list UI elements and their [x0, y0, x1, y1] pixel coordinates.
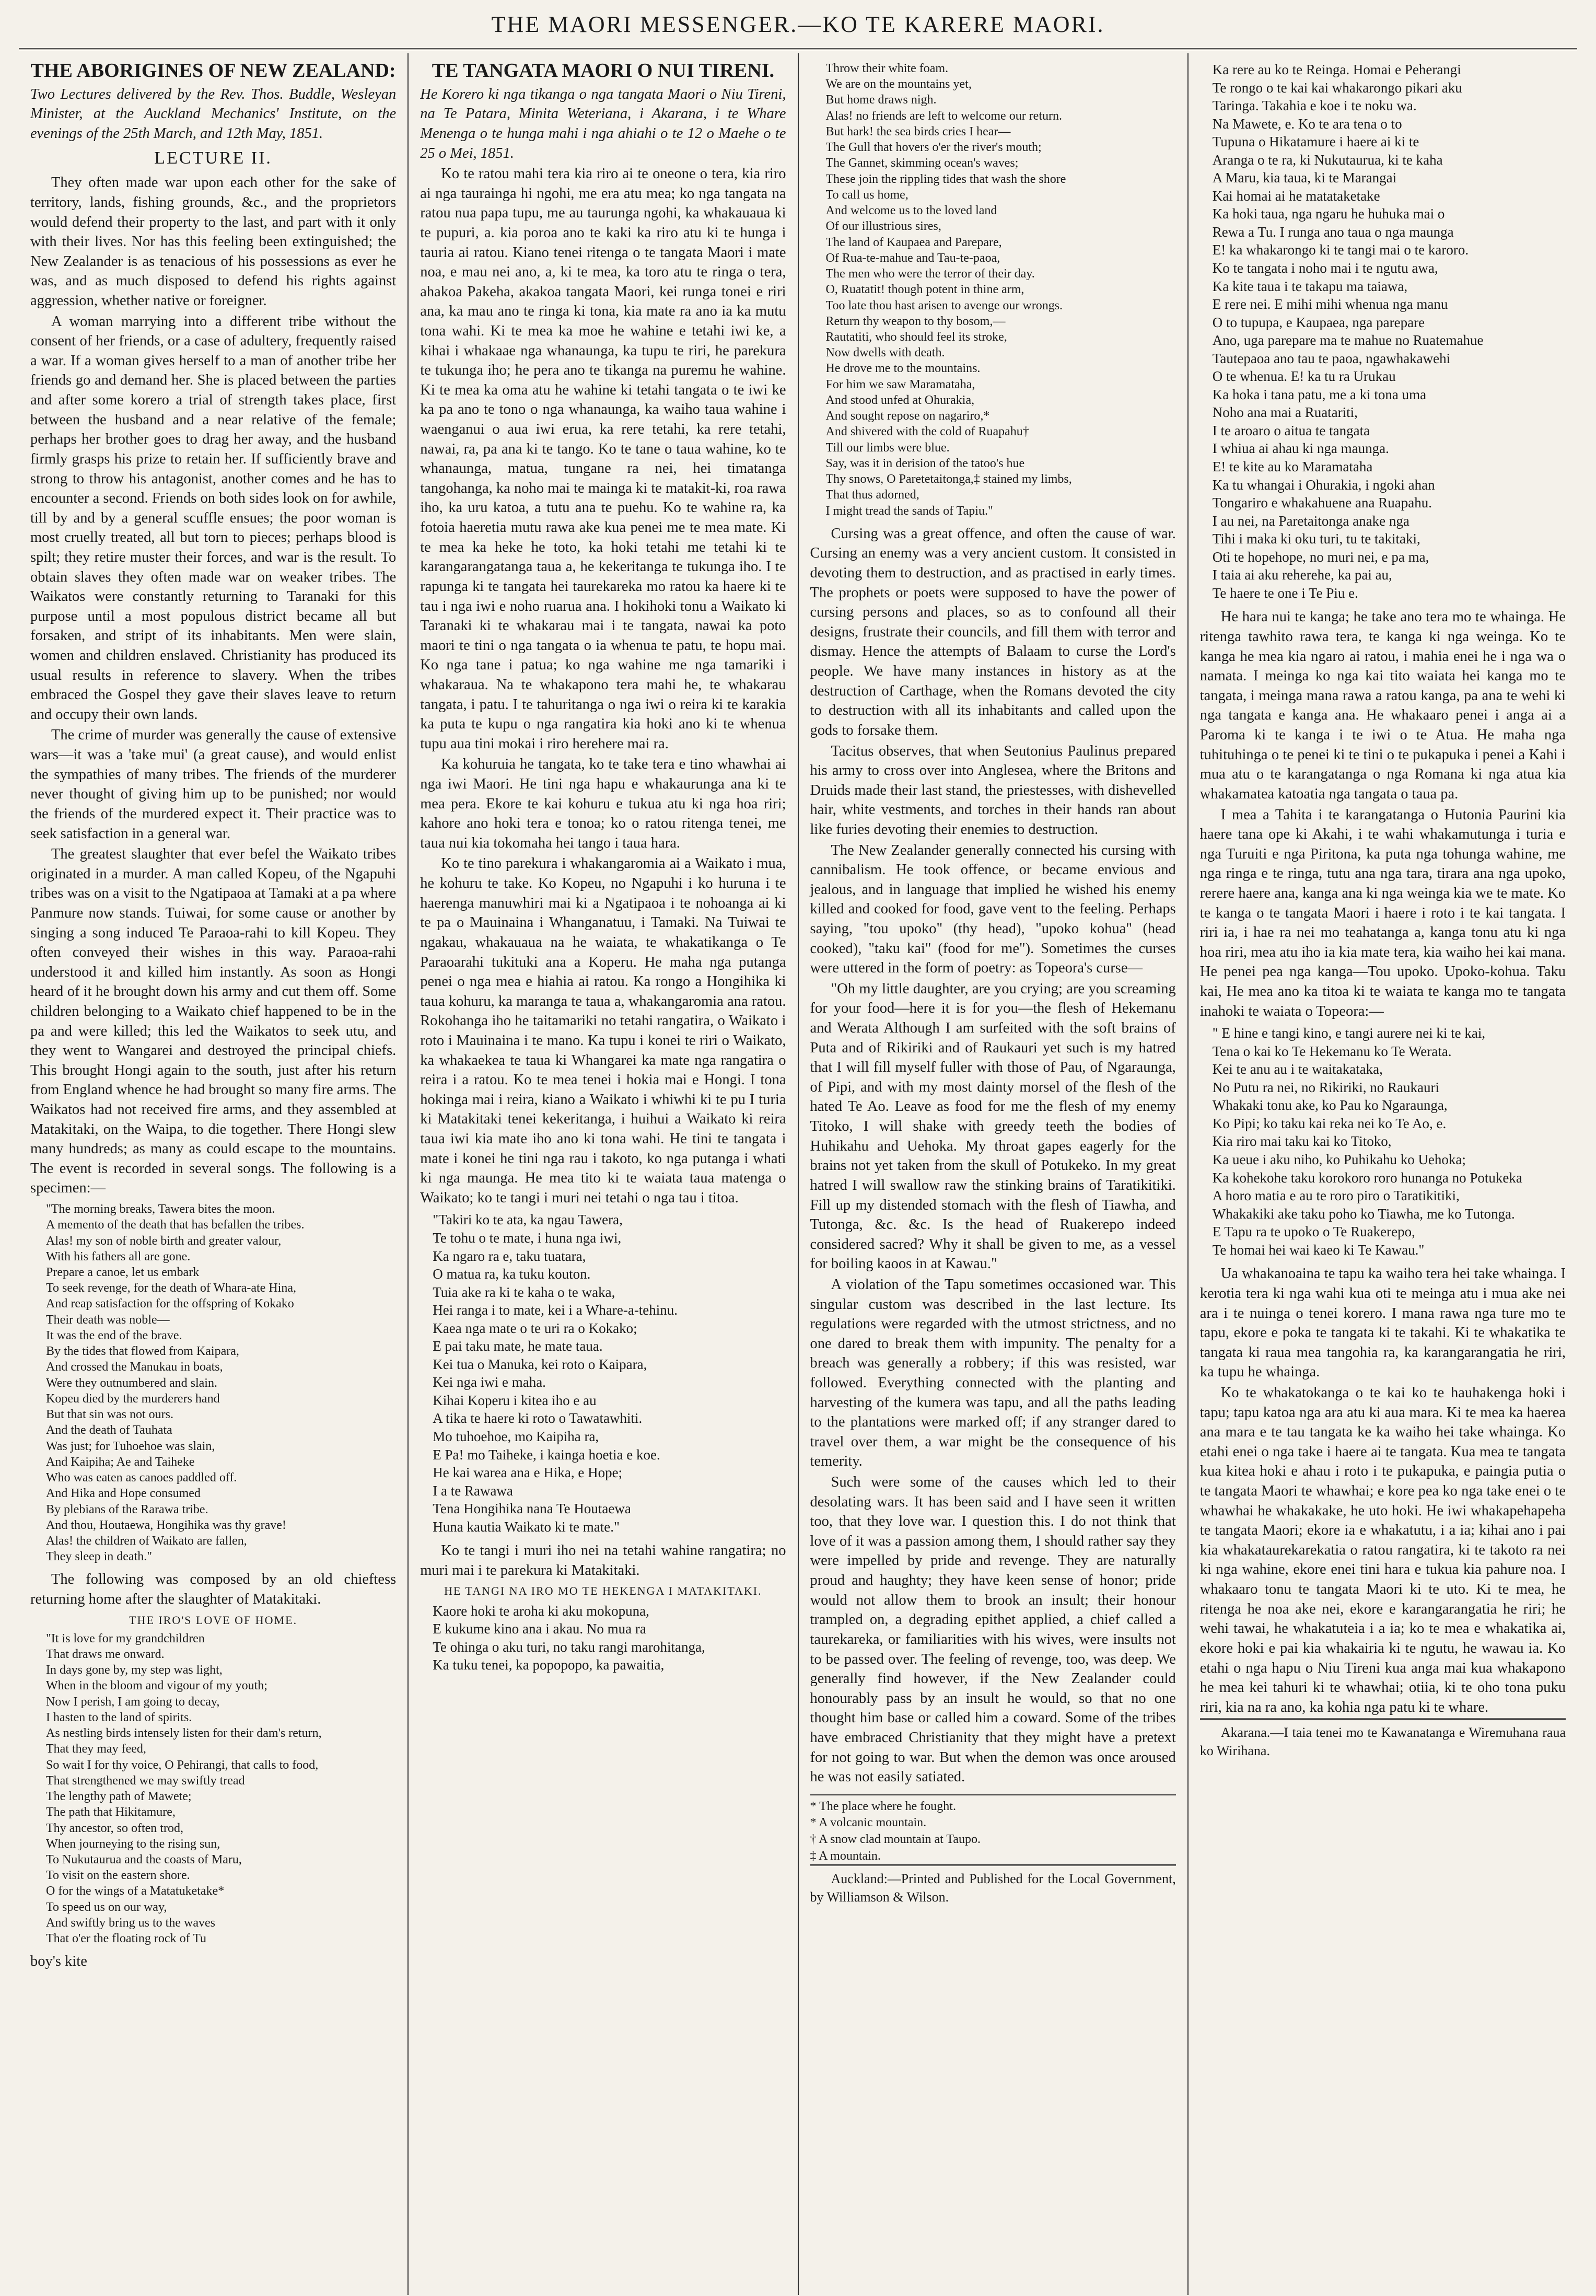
poem-line: Kaea nga mate o te uri ra o Kokako;	[433, 1320, 637, 1336]
poem-curse-mi	[1213, 1024, 1566, 1259]
imprint-mi: Akarana.—I taia tenei mo te Kawanatanga e Wiremuhana raua ko Wirihana.	[1200, 1718, 1566, 1760]
paragraph: The New Zealander generally connected his cursing with cannibalism. He took offence, or became envious and jealous, and in language that implied he wished his enemy killed and cooked for food, gave vent to the feeling. Perhaps saying, "tou upoko" (thy head), "upoko kohua" (head cooked), "taku kai" (food for me"). Sometimes the curses were uttered in the form of poetry: as Topeora's curse—	[810, 842, 1176, 977]
poem-line: Thy snows, O Paretetaitonga,‡ stained my limbs,	[825, 472, 1072, 486]
paragraph: Cursing was a great offence, and often the cause of war. Cursing an enemy was a very ancient custom. It consisted in devoting them to destruction, and as practised in early times. The prophets or poets were supposed to have the power of cursing persons and places, so as to confound all their designs, frustrate their councils, and fill them with terror and dismay. Hence the attempts of Balaam to curse the Lord's people. We have many instances in history as at the destruction of Carthage, when the Romans devoted the city to destruction with all its inhabitants and called upon the gods to forsake them.	[810, 525, 1176, 738]
poem-line: Who was eaten as canoes paddled off.	[46, 1471, 237, 1485]
poem-line: Tupuna o Hikatamure i haere ai ki te	[1212, 134, 1419, 150]
poem-line: Tuia ake ra ki te kaha o te waka,	[433, 1284, 615, 1300]
poem-line: And the death of Tauhata	[46, 1423, 172, 1437]
paragraph: Tacitus observes, that when Seutonius Paulinus prepared his army to cross over into Anglesea, where the Britons and Druids made their last stand, the priestesses, with dishevelled hair, white vestments, and torches in their hands ran about like furies devoting their enemies to destruction.	[810, 743, 1176, 838]
poem-line: By plebians of the Rarawa tribe.	[46, 1502, 208, 1516]
poem-line: For him we saw Maramataha,	[825, 377, 975, 391]
poem-line: It was the end of the brave.	[46, 1328, 182, 1342]
poem-line: To seek revenge, for the death of Whara-ate Hina,	[46, 1281, 296, 1295]
poem-line: A memento of the death that has befallen the tribes.	[46, 1218, 305, 1232]
poem-line: O to tupupa, e Kaupaea, nga parepare	[1212, 314, 1425, 330]
footnote: * The place where he fought.	[810, 1799, 956, 1813]
poem-line: And thou, Houtaewa, Hongihika was thy grave!	[46, 1518, 286, 1532]
poem-line: Te rongo o te kai kai whakarongo pikari aku	[1212, 79, 1462, 96]
poem-line: Now I perish, I am going to decay,	[46, 1695, 220, 1709]
poem-line: Thy ancestor, so often trod,	[46, 1821, 183, 1835]
column-2	[409, 53, 798, 2295]
column-3	[799, 53, 1189, 2295]
poem-line: So wait I for thy voice, O Pehirangi, that calls to food,	[46, 1758, 319, 1772]
poem-line: Tena Hongihika nana Te Houtaewa	[433, 1501, 631, 1517]
poem-line: Te homai hei wai kaeo ki Te Kawau."	[1212, 1242, 1425, 1258]
paragraph: Such were some of the causes which led to their desolating wars. It has been said and I have seen it written too, that they love war. I question this. I do not think that love of it was a passion among them, I should rather say they were impelled by pride and revenge. They are naturally proud and haughty; they have keen sense of honor; pride would not allow them to brook an insult; their honour trampled on, a degrading epithet applied, a chief called a taurekareka, or familiarities with his wives, were insults not to be passed over. The feeling of revenge, too, was deep. We generally find however, if the New Zealander could honourably pass by an insult he would, so that no one thought him base or called him a coward. Some of the tribes have embraced Christianity that they might have a pretext for not going to war. But when the demon was once aroused he was not easily satiated.	[810, 1474, 1176, 1785]
poem-iro-en-continued	[826, 61, 1176, 519]
paragraph: The following was composed by an old chieftess returning home after the slaughter of Matakitaki.	[30, 1571, 397, 1608]
poem-iro-mi-continued	[1213, 61, 1566, 602]
poem-line: Aranga o te ra, ki Nukutaurua, ki te kaha	[1212, 152, 1443, 168]
article-subtitle-en: Two Lectures delivered by the Rev. Thos. Buddle, Wesleyan Minister, at the Auckland Mechanics' Institute, on the evenings of the 25th March, and 12th May, 1851.	[30, 86, 397, 142]
poem-line: These join the rippling tides that wash the shore	[825, 172, 1066, 186]
poem-line: Prepare a canoe, let us embark	[46, 1266, 200, 1280]
paragraph: The greatest slaughter that ever befel the Waikato tribes originated in a murder. A man called Kopeu, of the Ngapuhi tribes was on a visit to the Ngatipaoa at Tamaki at a pa where Panmure now stands. Tuiwai, for some cause or another by singing a song induced Te Paraoa-rahi to kill Kopeu. They often conveyed their wishes in this way. Paraoa-rahi understood it and killed him instantly. As soon as Hongi heard of it he brought down his army and cut them off. Some children belonging to a Waikato chief happened to be in the pa and were killed; this led the Waikatos to seek utu, and they went to Wangarei and destroyed the principal chiefs. This brought Hongi again to the south, just after his return from England whence he had brought so many fire arms. The Waikatos had not received fire arms, and they assembled at Matakitaki, on the Waipa, to die together. There Hongi slew many hundreds; as many as could escape to the mountains. The event is recorded in several songs. The following is a specimen:—	[30, 846, 397, 1197]
poem-line: The Gull that hovers o'er the river's mouth;	[825, 141, 1042, 155]
poem-line: And Hika and Hope consumed	[46, 1487, 201, 1501]
poem-line: "It is love for my grandchildren	[46, 1631, 205, 1645]
poem-line: That draws me onward.	[46, 1647, 165, 1661]
poem-line: I might tread the sands of Tapiu."	[825, 504, 993, 518]
paragraph: The crime of murder was generally the cause of extensive wars—it was a 'take mui' (a great cause), and would enlist the sympathies of many tribes. The friends of the murderer never thought of giving him up to be punished; nor would the friends of the murdered expect it. Their practice was to seek satisfaction in a general war.	[30, 727, 397, 842]
poem-line: E rere nei. E mihi mihi whenua nga manu	[1212, 296, 1448, 312]
poem-line: Kihai Koperu i kitea iho e au	[433, 1392, 597, 1408]
poem-line: I taia ai aku reherehe, ka pai au,	[1212, 567, 1392, 583]
poem-line: E Pa! mo Taiheke, i kainga hoetia e koe.	[433, 1446, 660, 1463]
masthead: THE MAORI MESSENGER.—KO TE KARERE MAORI.	[19, 0, 1577, 50]
poem-line: Mo tuhoehoe, mo Kaipiha ra,	[433, 1428, 599, 1444]
poem-line: We are on the mountains yet,	[825, 77, 972, 91]
poem-line: Ko Pipi; ko taku kai reka nei ko Te Ao, e.	[1212, 1115, 1447, 1131]
poem-line: But home draws nigh.	[825, 93, 937, 107]
poem-line: O te whenua. E! ka tu ra Urukau	[1212, 368, 1396, 385]
poem-line: Te haere te one i Te Piu e.	[1212, 585, 1358, 601]
poem-line: E! te kite au ko Maramataha	[1212, 459, 1373, 475]
poem-line: O for the wings of a Matatuketake*	[46, 1884, 225, 1898]
poem-line: I hasten to the land of spirits.	[46, 1710, 192, 1724]
poem-line: Now dwells with death.	[825, 346, 945, 360]
poem-line: Alas! no friends are left to welcome our return.	[825, 109, 1062, 123]
paragraph: Ka kohuruia he tangata, ko te take tera e tino whawhai ai nga iwi Maori. He tini nga hapu e whakaurunga ana ki te mea pera. Ekore te kai kohuru e tukua atu ki nga hoa riri; kahore ano hoki tera e tonoa; ko o ratou ritenga tenei, me taua nui kia tokomaha hei tango i taua hara.	[420, 756, 786, 851]
poem-line: The lengthy path of Mawete;	[46, 1790, 192, 1804]
poem-line: The path that Hikitamure,	[46, 1805, 176, 1819]
paragraph: Ko te ratou mahi tera kia riro ai te oneone o tera, kia riro ai nga taurainga hi ngohi, me era atu mea; ko nga tangata na ratou nua papa tupu, me au taurunga ngohi, ka whakauaua ki te pupuri, a. kia poroa ano te kaki ka riro atu ki te hunga i tauria ai ratou. Kiano tenei ritenga o te tangata Maori i mate noa, e mau nei ano, a, ki te mea, ka toro atu te ringa o tera, ahakoa Pakeha, akakoa tangata Maori, kei runga tonei e riri ana, ka mau ano te ringa ki tona, kia mate ra ano ia ka mutu tona wahi. Ki te mea ka moe he wahine e tetahi iwi ke, a kihai i whakaae nga whanaunga, ka tupu te riri, he parekura te tukunga iho; he pera ano te tikanga na puremu he wahine. Ki te mea ka oma atu he wahine ki tetahi tangata o te iwi ke ka pa ano te tono o nga whanaunga, ka waiho taua wahine i waenganui o aua iwi erua, ka rere tetahi, ka rere tetahi, nawai, ra, pa ana ki te tango. Ko te tane o taua wahine, ko te whanaunga, matua, tungane ra nei, hei timatanga tangohanga, ka noho mai te mainga ki te matakit-ki, roa rawa iho, ka uru katoa, a tutu ana te puehu. Ko te wahine ra, ka fotoia haeretia mutu rawa ake kua penei me te mea mate. Ki te mea ka heke he toto, ka hoki tetahi me tetahi ki te karangarangatanga taua a, he kekeritanga te tukunga iho. I te rapunga ki te tangata hei taurekareka mo ratou ka haere ki te tau i nga iwi e noho ruarua ana. I hokihoki tonu a Waikato ki Taranaki ki te whakarau mai i te tangata, nawai ka poto maori te tini o nga tangata o ia whenua te patu, te hopu mai. Ko nga tane i patua; ko nga wahine me nga tamariki i whakaraua. Na te whakapono tera mahi he, te whakarau tangata, i patu. I te tahuritanga o nga iwi o reira ki te karakia ka puta te kupu o nga rangatira kia hoki ano ki te whenua tupu aua tini mokai i riro herehere mai ra.	[420, 166, 786, 752]
column-1	[19, 53, 409, 2295]
columns	[19, 53, 1577, 2295]
poem-line: Te ohinga o aku turi, no taku rangi marohitanga,	[433, 1639, 705, 1655]
poem-line: I te aroaro o aitua te tangata	[1212, 422, 1370, 438]
poem-line: And Kaipiha; Ae and Taiheke	[46, 1455, 195, 1469]
lecture-heading: LECTURE II.	[154, 148, 272, 168]
poem-line: Whakaki tonu ake, ko Pau ko Ngaraunga,	[1212, 1097, 1448, 1114]
footnote: ‡ A mountain.	[810, 1849, 881, 1863]
paragraph: Ua whakanoaina te tapu ka waiho tera hei take whainga. I kerotia tera ki nga wahi kua oti te meinga atu i mua ake nei ara i te nuinga o tenei korero. I mana rawa nga ture mo te tapu, ekore e poka te tangata ki te takahi. Ki te whakatika te tangata ki raua mea tangohia ra, ka karangarangatia he riri, ka tupu he whainga.	[1199, 1266, 1566, 1381]
poem-line: Their death was noble—	[46, 1313, 170, 1327]
poem-line: To Nukutaurua and the coasts of Maru,	[46, 1853, 242, 1866]
poem-line: O matua ra, ka tuku kouton.	[433, 1266, 591, 1282]
poem-line: The Gannet, skimming ocean's waves;	[825, 156, 1019, 170]
poem-line: In days gone by, my step was light,	[46, 1663, 223, 1677]
poem-line: Say, was it in derision of the tatoo's hue	[825, 456, 1025, 470]
poem-line: "Takiri ko te ata, ka ngau Tawera,	[433, 1212, 623, 1228]
poem-line: To call us home,	[825, 188, 908, 202]
poem-line: Noho ana mai a Ruatariti,	[1212, 404, 1358, 421]
poem-line: Too late thou hast arisen to avenge our wrongs.	[825, 298, 1063, 312]
poem-line: The land of Kaupaea and Parepare,	[825, 235, 1002, 249]
poem-line: A tika te haere ki roto o Tawatawhiti.	[433, 1410, 643, 1427]
poem-line: That o'er the floating rock of Tu	[46, 1932, 206, 1946]
poem-line: O, Ruatatit! though potent in thine arm,	[825, 283, 1024, 297]
poem-line: I au nei, na Paretaitonga anake nga	[1212, 513, 1409, 529]
poem-line: Kei tua o Manuka, kei roto o Kaipara,	[433, 1356, 647, 1372]
poem-line: That strengthened we may swiftly tread	[46, 1773, 245, 1788]
poem-line: Ka hoka i tana patu, me a ki tona uma	[1212, 386, 1427, 402]
poem-line: Ka rere au ko te Reinga. Homai e Peherangi	[1212, 62, 1461, 77]
poem-line: Of Rua-te-mahue and Tau-te-paoa,	[825, 251, 1000, 265]
poem-line: I whiua ai ahau ki nga maunga.	[1212, 440, 1389, 457]
footnote: † A snow clad mountain at Taupo.	[810, 1833, 981, 1847]
poem-line: Rewa a Tu. I runga ano taua o nga maunga	[1212, 224, 1454, 240]
poem-line: Oti te hopehope, no muri nei, e pa ma,	[1212, 549, 1429, 565]
poem-line: A horo matia e au te roro piro o Taratikitiki,	[1212, 1188, 1460, 1204]
poem-line: E Tapu ra te upoko o Te Ruakerepo,	[1212, 1224, 1415, 1240]
poem-line: Rautatiti, who should feel its stroke,	[825, 330, 1007, 344]
poem-line: Taringa. Takahia e koe i te noku wa.	[1212, 98, 1417, 114]
poem-line: Of our illustrious sires,	[825, 219, 941, 234]
poem-line: Ka kohekohe taku korokoro roro hunanga no Potukeka	[1212, 1169, 1522, 1186]
poem-line: And swiftly bring us to the waves	[46, 1916, 215, 1930]
poem-line: When journeying to the rising sun,	[46, 1837, 220, 1851]
poem-line: When in the bloom and vigour of my youth;	[46, 1679, 267, 1693]
poem-line: And reap satisfaction for the offspring of Kokako	[46, 1297, 294, 1311]
poem-line: The men who were the terror of their day.	[825, 267, 1035, 281]
poem-line: As nestling birds intensely listen for their dam's return,	[46, 1726, 322, 1741]
article-title-en: THE ABORIGINES OF NEW ZEALAND:	[30, 60, 396, 82]
poem-line: He drove me to the mountains.	[825, 362, 981, 376]
column-4	[1189, 53, 1577, 2295]
poem-iro-en	[46, 1631, 396, 1947]
imprint-en: Auckland:—Printed and Published for the Local Government, by Williamson & Wilson.	[810, 1864, 1176, 1906]
paragraph: Ko te tangi i muri iho nei na tetahi wahine rangatira; no muri mai i te parekura ki Matakitaki.	[420, 1543, 786, 1579]
poem-line: Return thy weapon to thy bosom,—	[825, 314, 1006, 328]
poem-line: Whakakiki ake taku poho ko Tiawha, me ko Tutonga.	[1212, 1205, 1515, 1222]
poem-lament-en	[46, 1201, 396, 1564]
poem-line: Huna kautia Waikato ki te mate."	[433, 1518, 620, 1535]
poem-line: No Putu ra nei, no Rikiriki, no Raukauri	[1212, 1079, 1439, 1095]
poem-title: THE IRO'S LOVE OF HOME.	[129, 1613, 298, 1627]
footnote: * A volcanic mountain.	[810, 1816, 927, 1830]
poem-line: But hark! the sea birds cries I hear—	[825, 124, 1011, 138]
poem-line: Tautepaoa ano tau te paoa, ngawhakawehi	[1212, 350, 1451, 366]
poem-line: Ka kite taua i te takapu ma taiawa,	[1212, 278, 1408, 294]
poem-line: Were they outnumbered and slain.	[46, 1376, 217, 1390]
poem-line: Te tohu o te mate, i huna nga iwi,	[433, 1230, 622, 1246]
poem-line: Tongariro e whakahuene ana Ruapahu.	[1212, 495, 1432, 511]
poem-line: Ka ueue i aku niho, ko Puhikahu ko Uehoka;	[1212, 1152, 1466, 1168]
poem-line: Kei nga iwi e maha.	[433, 1374, 546, 1390]
poem-line: E! ka whakarongo ki te tangi mai o te karoro.	[1212, 242, 1469, 258]
catchword: boy's kite	[30, 1953, 87, 1970]
poem-line: Ka hoki taua, nga ngaru he huhuka mai o	[1212, 206, 1445, 222]
poem-line: Kaore hoki te aroha ki aku mokopuna,	[433, 1603, 649, 1619]
paragraph: I mea a Tahita i te karangatanga o Hutonia Paurini kia haere tana ope ki Akahi, i te wahi whakamutunga i turia e nga Turuiti e nga Piritona, ka puta nga tohunga wahine, me nga ringa e te ringa, tutu ana nga tara, tirara ana nga upoko, rerere haere ana, kanga ana ki nga weinga kia we te mate. Ko te kanga o te tangata Maori i haere i roto i te kai tangata. I riri ia, i hae ra nei mo teahatanga a, kanga tonu atu ki nga hoa riri, mea atu iho ia kia mate tera, kia waiho hei kai mana. He penei pea nga kanga—Tou upoko. Upoko-kohua. Taku kai, He mea ano ka titoa ki te waiata te kanga mo te tangata inahoki te waiata o Topeora:—	[1199, 806, 1566, 1019]
poem-line: Hei ranga i to mate, kei i a Whare-a-tehinu.	[433, 1302, 678, 1318]
poem-line: "The morning breaks, Tawera bites the moon.	[46, 1202, 275, 1216]
poem-title: HE TANGI NA IRO MO TE HEKENGA I MATAKITAKI.	[444, 1584, 762, 1598]
poem-line: Throw their white foam.	[825, 62, 949, 75]
paragraph: Ko te tino parekura i whakangaromia ai a Waikato i mua, he kohuru te take. Ko Kopeu, no Ngapuhi i ko huruna i te haerenga manuwhiri mai ki a Ngatipaoa i te nohoanga ai ki te pa o Mauinaina i Whanganatuu, i Tamaki. Na Tuiwai te ngakau, whakauaua na he waiata, te whakatikanga o Te Paraoarahi tukituki ana a Koperu. He maha nga putanga penei o nga mea e hiahia ai ratou. Ka rongo a Hongihika ki taua kohuru, ka maranga te taua a, whakangaromia ana ratou. Rokohanga iho he taitamariki no tetahi rangatira, o Waikato i roto i Mauinaina i te mano. Ka tupu i konei te riri o Waikato, ka whakaekea te taua ki Whangarei ka mate nga rangatira o reira i a ratou. Ko te mea tenei i hokia mai e Hongi. I tona hokinga mai i reira, kiano a Waikato i whiwhi ki te pu I turia ki Matakitaki tenei kekeritanga, i huihui a Waikato ki reira taua iwi kia mate iho ano ki tona wahi. He tini te tangata i mate i konei he tini nga rau i takoto, ko nga putanga i whati ki nga maunga. He mea tito ki te waiata taua matenga o Waikato; ko te tangi i muri nei tetahi o nga tau i titoa.	[420, 855, 786, 1206]
paragraph: They often made war upon each other for the sake of territory, lands, fishing grounds, &c., and the proprietors would defend their property to the last, and part with it only with their lives. Nor has this feeling been extinguished; the New Zealander is as tenacious of his possessions as ever he was, and as much disposed to defend his rights against aggression, whether native or foreigner.	[30, 175, 397, 309]
poem-line: " E hine e tangi kino, e tangi aurere nei ki te kai,	[1212, 1025, 1486, 1041]
poem-line: Na Mawete, e. Ko te ara tena o to	[1212, 115, 1402, 132]
poem-line: And stood unfed at Ohurakia,	[825, 393, 975, 407]
poem-line: To visit on the eastern shore.	[46, 1869, 190, 1883]
poem-line: By the tides that flowed from Kaipara,	[46, 1344, 239, 1359]
article-subtitle-mi: He Korero ki nga tikanga o nga tangata Maori o Niu Tireni, na Te Patara, Minita Weteriana, i Akarana, i te Whare Menenga o te hunga mahi i nga ahiahi o te 12 o Maehe o te 25 o Mei, 1851.	[420, 86, 786, 161]
poem-line: Was just; for Tuhoehoe was slain,	[46, 1439, 215, 1453]
poem-line: Kai homai ai he matataketake	[1212, 188, 1380, 204]
poem-line: Tena o kai ko Te Hekemanu ko Te Werata.	[1212, 1043, 1452, 1059]
poem-line: Alas! my son of noble birth and greater valour,	[46, 1234, 282, 1248]
poem-line: E pai taku mate, he mate taua.	[433, 1338, 603, 1354]
poem-line: To speed us on our way,	[46, 1900, 167, 1914]
poem-line: And shivered with the cold of Ruapahu†	[825, 425, 1029, 439]
poem-line: That thus adorned,	[825, 488, 919, 502]
poem-iro-mi	[433, 1602, 786, 1674]
poem-line: E kukume kino ana i akau. No mua ra	[433, 1621, 646, 1637]
poem-line: With his fathers all are gone.	[46, 1249, 191, 1263]
poem-line: Ko te tangata i noho mai i te ngutu awa,	[1212, 260, 1438, 276]
poem-line: Tihi i maka ki oku turi, tu te takitaki,	[1212, 531, 1420, 547]
poem-line: Ka tuku tenei, ka popopopo, ka pawaitia,	[433, 1657, 665, 1673]
poem-line: Ka ngaro ra e, taku tuatara,	[433, 1248, 586, 1264]
paragraph: A violation of the Tapu sometimes occasioned war. This singular custom was described in the last lecture. Its regulations were regarded with the utmost strictness, and no one dared to break them with impunity. The penalty for a breach was generally a robbery; if this was resisted, war followed. Everything connected with the planting and harvesting of the kumera was tapu, and all the paths leading to the plantations were marked off; if any stranger dared to travel over them, a war might be the consequence of his temerity.	[810, 1276, 1176, 1470]
paragraph: He hara nui te kanga; he take ano tera mo te whainga. He ritenga tawhito rawa tera, te kanga ki nga weinga. Ko te kanga he mea kia ngaro ai ratou, i mahia enei he i nga wa o namata. I meinga ko nga kai tito waiata hei kanga mo te tangata, i meinga mana rawa a ratou kanga, pa ana te wehi ki nga tangata e kanga ana. He whakaaro penei i anga ai a Paroma ki te kanga i te iwi o te Atua. He maha nga tuhituhinga o te penei ki te tini o te pukapuka i penei a Kahi i mua atu o te karangatanga o nga Romana ki nga atua kia whakamatea katoatia nga tangata o taua pa.	[1199, 609, 1566, 802]
poem-line: And welcome us to the loved land	[825, 204, 997, 218]
poem-line: Kopeu died by the murderers hand	[46, 1391, 220, 1406]
poem-line: Till our limbs were blue.	[825, 440, 950, 455]
poem-line: He kai warea ana e Hika, e Hope;	[433, 1465, 623, 1481]
article-title-mi: TE TANGATA MAORI O NUI TIRENI.	[432, 60, 774, 82]
poem-line: And crossed the Manukau in boats,	[46, 1360, 223, 1374]
poem-line: And sought repose on nagariro,*	[825, 409, 990, 423]
poem-line: Kei te anu au i te waitakataka,	[1212, 1061, 1383, 1077]
footnotes	[810, 1794, 1176, 1865]
poem-line: Alas! the children of Waikato are fallen,	[46, 1534, 247, 1548]
poem-line: Ano, uga parepare ma te mahue no Ruatemahue	[1212, 332, 1484, 349]
poem-line: I a te Rawawa	[433, 1482, 513, 1499]
poem-line: Kia riro mai taku kai ko Titoko,	[1212, 1133, 1392, 1150]
paragraph: Ko te whakatokanga o te kai ko te hauhakenga hoki i tapu; tapu katoa nga ara atu ki aua mara. Ki te mea ka haerea ana mara e te tau tangata ke ka waiho hei take whainga. Ko etahi enei o nga take i haere ai te tangata. Kua mea te tangata kua kitea hoki e ahau i roto i te pukapuka, e paingia putia o te tangata Maori te whawhai; e kore pea ko nga take enei o te whawhai he whakakake, he uto hoki. He iwi whakapehapeha te tangata Maori; ekore ia e whakatutu, i a ia; kihai ano i pai kia whakataurekarekatia o ratou rangatira, ki te takoto ra nei ki nga wahine, ekore enei tini hara e tukua kia pahure noa. I whakaaro tonu te tangata Maori ki te uto. Ki te mea, he ritenga he noa ake nei, ekore e karangarangatia he riri; he wehi tawai, he whakatuteia i a ia; ko te mea e whakatika ai, ekore hoki e pai kia whakairia ki te ngutu, he wawau ia. Ko etahi o nga hapu o Niu Tireni kua anga mai kua whakapono he mea kei tahuri ki te whawhai; otiia, ki te oho tona puku riri, kia na ra ano, ka kohia nga patu ki te whare.	[1199, 1384, 1566, 1715]
poem-line: But that sin was not ours.	[46, 1408, 173, 1422]
paragraph: "Oh my little daughter, are you crying; are you screaming for your food—here it is for you—the flesh of Hekemanu and Werata Although I am surfeited with the soft brains of Puta and of Rikiriki and of Raukauri yet such is my hatred that I will fill myself fuller with those of Pau, of Ngaraunga, of Pipi, and with my most dainty morsel of the flesh of the hated Te Ao. Leave as food for me the flesh of my enemy Titoko, I will shake with greedy teeth the bodies of Huhikahu and Uehoka. My throat gapes eagerly for the brains not yet taken from the skull of Potukeko. In my great hatred I will swallow raw the stinking brains of Taratikitiki. Fill up my distended stomach with the flesh of Tiawha, and Tutonga, &c. &c. Is the head of Ruakerepo indeed considered sacred? Why it shall be given to me, as a vessel for boiling kaoos in at Kawau."	[810, 980, 1176, 1272]
poem-line: They sleep in death."	[46, 1550, 153, 1564]
poem-line: Ka tu whangai i Ohurakia, i ngoki ahan	[1212, 477, 1435, 493]
poem-lament-mi	[433, 1211, 786, 1536]
poem-line: That they may feed,	[46, 1742, 146, 1756]
poem-line: A Maru, kia taua, ki te Marangai	[1212, 170, 1397, 186]
paragraph: A woman marrying into a different tribe without the consent of her friends, or a case of adultery, frequently raised a war. If a woman gives herself to a man of another tribe her friends go and demand her. She is placed between the parties and after some korero a trial of strength takes place, first between the husband and a near relative of the female; perhaps her brother goes to drag her away, and the husband firmly grasps his prize to retain her. If sufficiently brave and strong to throw his antagonist, another comes and he has to encounter a second. Friends on both sides look on for awhile, till by and by a general scuffle ensues; the poor woman is most cruelly treated, all but torn to pieces; perhaps blood is spilt; they retire muster their forces, and war is the result. To obtain slaves they often made war on weaker tribes. The Waikatos were constantly returning to Taranaki for this purpose until a most populous district became all but forsaken, and stript of its inhabitants. Men were slain, women and children enslaved. Christianity has produced its usual results in reference to slavery. When the tribes embraced the Gospel they gave their slaves leave to return and occupy their own lands.	[30, 313, 397, 723]
